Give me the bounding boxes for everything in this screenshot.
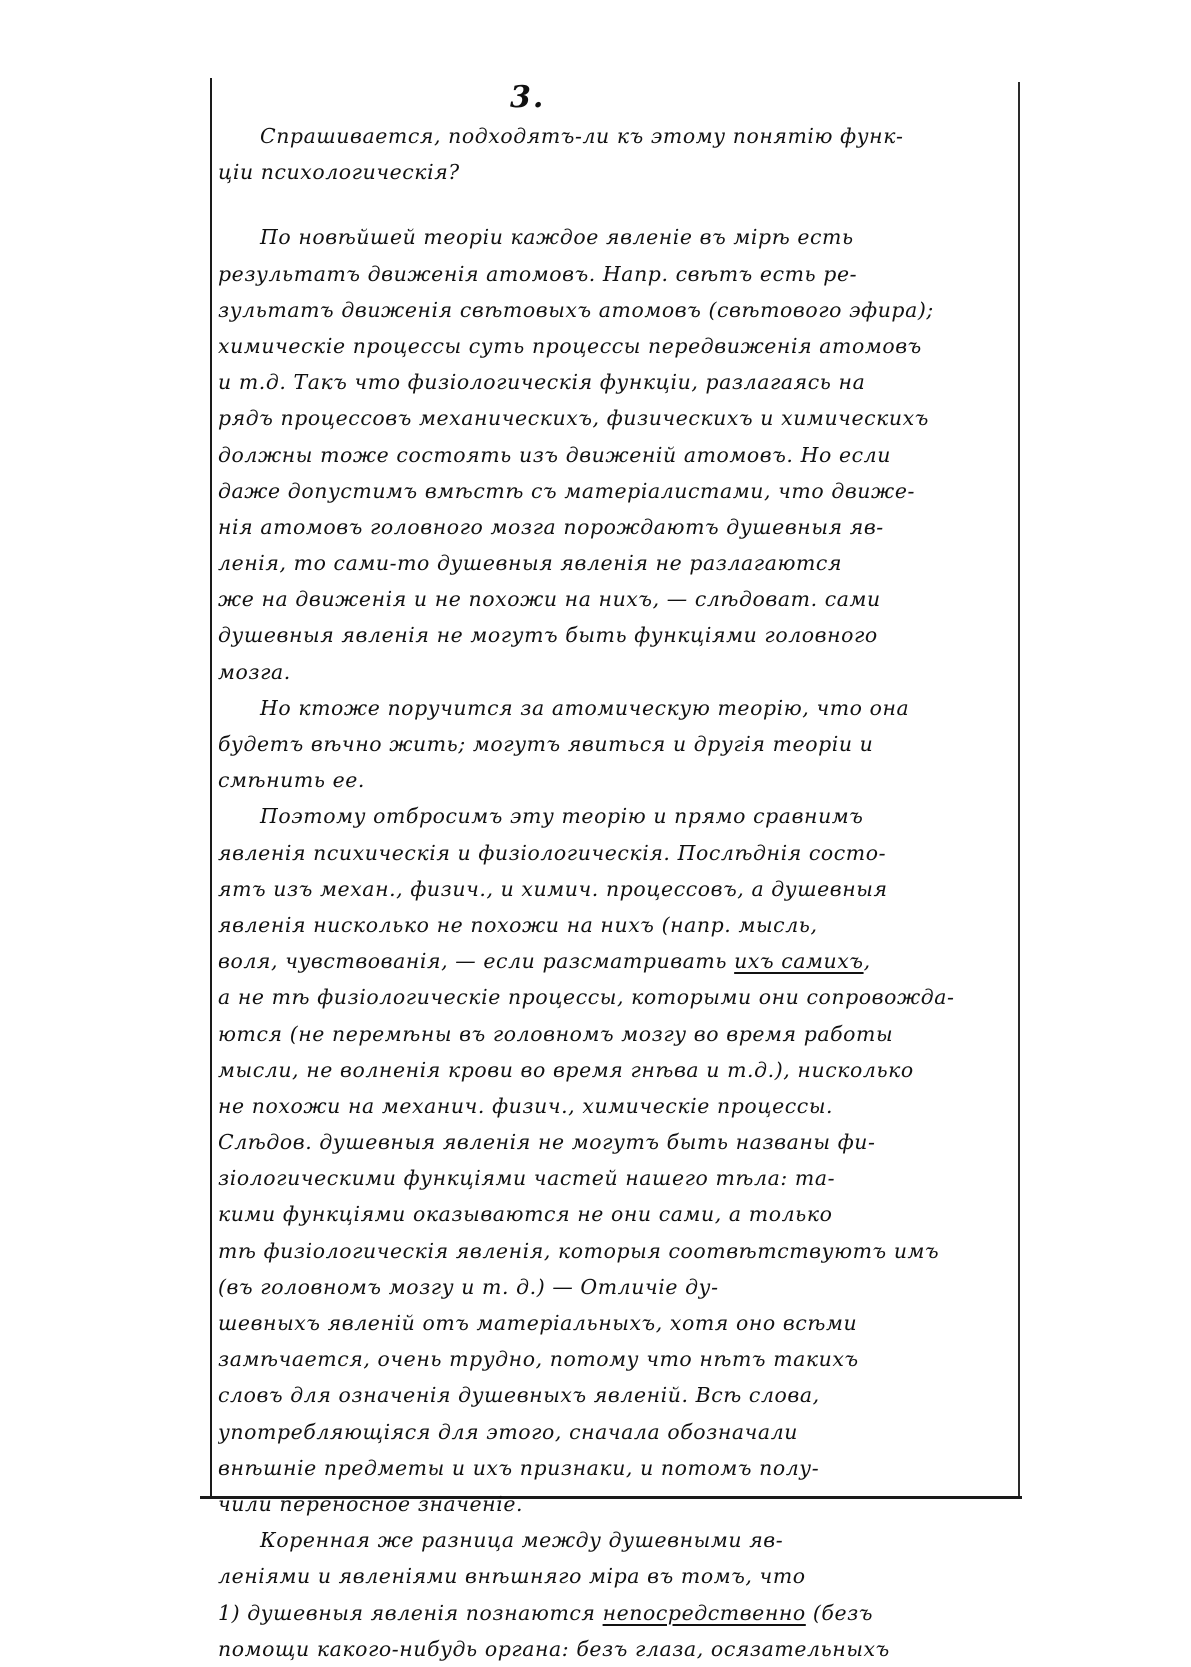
page-number: 3. bbox=[510, 80, 546, 115]
text-line: тѣ физіологическія явленія, которыя соотвѣтствуютъ имъ bbox=[218, 1238, 940, 1263]
text-line: нія атомовъ головного мозга порождаютъ душевныя яв- bbox=[218, 514, 884, 539]
text-line: будетъ вѣчно жить; могутъ явиться и другія теоріи и bbox=[218, 732, 874, 756]
right-margin-rule bbox=[1018, 82, 1020, 1496]
text-line: словъ для означенія душевныхъ явленій. Всѣ слова, bbox=[218, 1383, 820, 1408]
text-line: душевныя явленія не могутъ быть функціями головного bbox=[218, 623, 878, 648]
text-line: шевныхъ явленій отъ матеріальныхъ, хотя оно всѣми bbox=[218, 1311, 858, 1335]
text-line: мысли, не волненія крови во время гнѣва и т.д.), нисколько bbox=[218, 1057, 914, 1082]
text-line: помощи какого-нибудь органа: безъ глаза, осязательныхъ bbox=[218, 1636, 890, 1661]
text-line: смѣнить ее. bbox=[218, 768, 366, 793]
text-line: явленія психическія и физіологическія. Послѣднія состо- bbox=[218, 840, 887, 865]
text-line: ціи психологическія? bbox=[218, 160, 460, 185]
handwritten-text-body bbox=[218, 118, 1008, 1667]
manuscript-page bbox=[200, 78, 1030, 1661]
text-line: должны тоже состоять изъ движеній атомовъ. Но если bbox=[218, 442, 891, 467]
underlined-phrase: ихъ самихъ bbox=[734, 949, 864, 974]
text-line: не похожи на механич. физич., химическіе процессы. bbox=[218, 1093, 834, 1118]
text-line: Спрашивается, подходятъ-ли къ этому понятію функ- bbox=[260, 124, 904, 148]
text-line: даже допустимъ вмѣстѣ съ матеріалистами, что движе- bbox=[218, 478, 915, 503]
text-line: результатъ движенія атомовъ. Напр. свѣтъ есть ре- bbox=[218, 261, 858, 286]
text-line: 1) душевныя явленія познаются непосредственно (безъ bbox=[218, 1600, 874, 1625]
text-line: чили переносное значеніе. bbox=[218, 1491, 524, 1516]
text-line: Но ктоже поручится за атомическую теорію, что она bbox=[260, 695, 910, 720]
text-line: ленія, то сами-то душевныя явленія не разлагаются bbox=[218, 551, 843, 576]
text-line: рядъ процессовъ механическихъ, физическихъ и химическихъ bbox=[218, 406, 929, 431]
text-line: ются (не перемѣны въ головномъ мозгу во время работы bbox=[218, 1021, 894, 1046]
text-line: а не тѣ физіологическіе процессы, которыми они сопровожда- bbox=[218, 985, 955, 1010]
text-line: явленія нисколько не похожи на нихъ (напр. мысль, bbox=[218, 912, 818, 937]
text-line: зіологическими функціями частей нашего тѣла: та- bbox=[218, 1166, 836, 1191]
text-line: Коренная же разница между душевными яв- bbox=[260, 1528, 784, 1553]
text-line: внѣшніе предметы и ихъ признаки, и потомъ полу- bbox=[218, 1455, 820, 1480]
text-line: зультатъ движенія свѣтовыхъ атомовъ (свѣтового эфира); bbox=[218, 297, 934, 322]
text-line: же на движенія и не похожи на нихъ, — слѣдоват. сами bbox=[218, 587, 881, 612]
text-line: Поэтому отбросимъ эту теорію и прямо сравнимъ bbox=[260, 804, 864, 829]
underlined-phrase: непосредственно bbox=[602, 1600, 806, 1625]
text-line: кими функціями оказываются не они сами, а только bbox=[218, 1202, 833, 1227]
text-line: и т.д. Такъ что физіологическія функціи, разлагаясь на bbox=[218, 370, 866, 395]
text-line: воля, чувствованія, — если разсматривать ихъ самихъ, bbox=[218, 949, 871, 974]
text-line: Слѣдов. душевныя явленія не могутъ быть названы фи- bbox=[218, 1130, 876, 1155]
text-line: употребляющіяся для этого, сначала обозначали bbox=[218, 1419, 799, 1444]
text-line: леніями и явленіями внѣшняго міра въ томъ, что bbox=[218, 1564, 806, 1589]
text-line: химическіе процессы суть процессы передвиженія атомовъ bbox=[218, 333, 922, 358]
text-line: замѣчается, очень трудно, потому что нѣтъ такихъ bbox=[218, 1347, 859, 1372]
text-line: (въ головномъ мозгу и т. д.) — Отличіе ду- bbox=[218, 1274, 719, 1299]
text-line: мозга. bbox=[218, 659, 291, 684]
paragraph-gap bbox=[218, 190, 1008, 219]
left-margin-rule bbox=[210, 78, 212, 1496]
text-line: ятъ изъ механ., физич., и химич. процессовъ, а душевныя bbox=[218, 876, 888, 901]
text-line: По новѣйшей теоріи каждое явленіе въ мірѣ есть bbox=[260, 225, 854, 250]
